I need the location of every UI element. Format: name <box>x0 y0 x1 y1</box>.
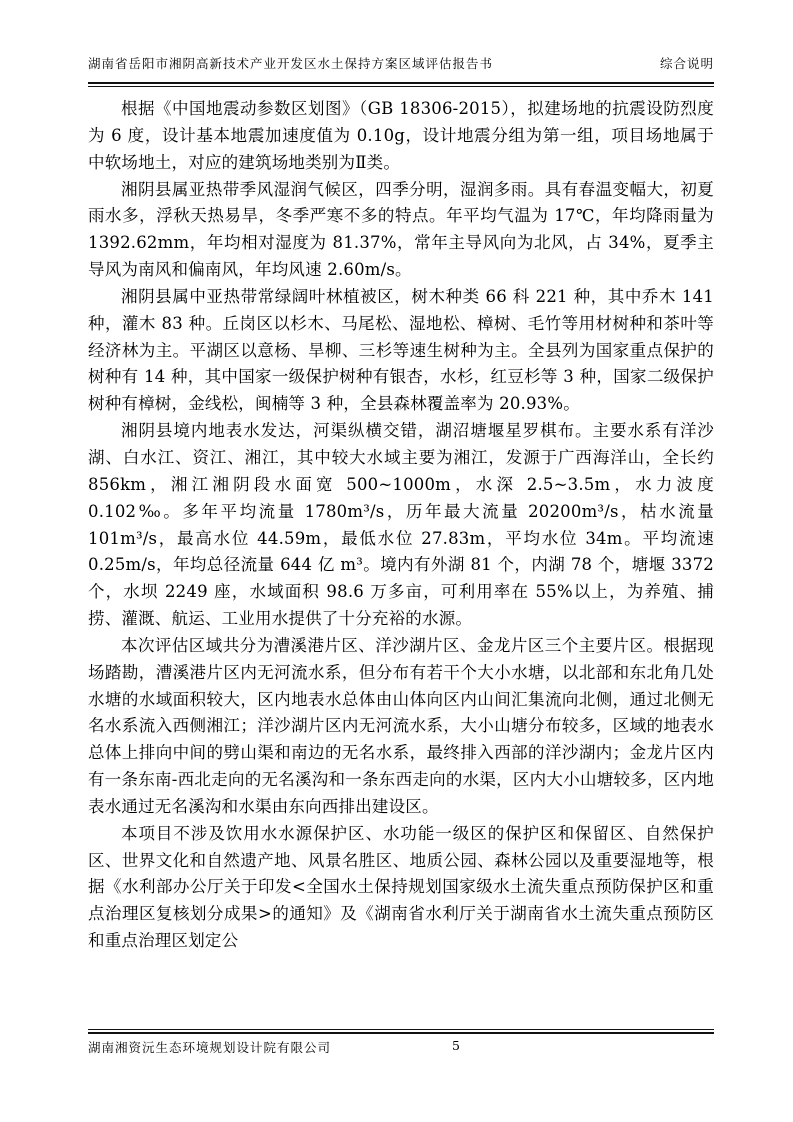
header-divider-line <box>88 82 714 87</box>
body-paragraph: 本项目不涉及饮用水水源保护区、水功能一级区的保护区和保留区、自然保护区、世界文化和自然遗产地、风景名胜区、地质公园、森林公园以及重要湿地等，根据《水利部办公厅关于印发<全国水土保持规划国家级水土流失重点预防保护区和重点治理区复核划分成果>的通知》及《湖南省水利厅关于湖南省水土流失重点预防区和重点治理区划定公 <box>88 823 714 951</box>
header-section-label: 综合说明 <box>659 56 714 71</box>
body-paragraph: 湘阴县属亚热带季风湿润气候区，四季分明，湿润多雨。具有春温变幅大，初夏雨水多，浮秋天热易旱，冬季严寒不多的特点。年平均气温为 17℃，年均降雨量为 1392.62mm，年均相对湿度为 81.37%，常年主导风向为北风，占 34%，夏季主导风为南风和偏南风，年均风速 2.60m/s。 <box>88 179 714 280</box>
page-header <box>88 54 714 72</box>
footer-page-number: 5 <box>452 1038 460 1053</box>
document-body <box>88 96 714 955</box>
footer-divider-line <box>88 1029 714 1034</box>
header-report-title: 湖南省岳阳市湘阴高新技术产业开发区水土保持方案区域评估报告书 <box>88 56 494 71</box>
body-paragraph: 根据《中国地震动参数区划图》（GB 18306-2015），拟建场地的抗震设防烈度为 6 度，设计基本地震加速度值为 0.10g，设计地震分组为第一组，项目场地属于中软场地土，对应的建筑场地类别为Ⅱ类。 <box>88 99 714 172</box>
body-paragraph: 湘阴县境内地表水发达，河渠纵横交错，湖沼塘堰星罗棋布。主要水系有洋沙湖、白水江、资江、湘江，其中较大水域主要为湘江，发源于广西海洋山，全长约 856km，湘江湘阴段水面宽 500~1000m，水深 2.5~3.5m，水力波度 0.102‰。多年平均流量 1780m³/s，历年最大流量 20200m³/s，枯水流量 101m³/s，最高水位 44.59m，最低水位 27.83m，平均水位 34m。平均流速 0.25m/s，年均总径流量 644 亿 m³。境内有外湖 81 个，内湖 78 个，塘堰 3372 个，水坝 2249 座，水域面积 98.6 万多亩，可利用率在 55%以上，为养殖、捕捞、灌溉、航运、工业用水提供了十分充裕的水源。 <box>88 421 714 629</box>
body-paragraph: 湘阴县属中亚热带常绿阔叶林植被区，树木种类 66 科 221 种，其中乔木 141 种，灌木 83 种。丘岗区以杉木、马尾松、湿地松、樟树、毛竹等用材树种和茶叶等经济林为主。平湖区以意杨、旱柳、三杉等速生树种为主。全县列为国家重点保护的树种有 14 种，其中国家一级保护树种有银杏，水杉，红豆杉等 3 种，国家二级保护树种有樟树，金线松，闽楠等 3 种，全县森林覆盖率为 20.93%。 <box>88 286 714 414</box>
body-paragraph: 本次评估区域共分为漕溪港片区、洋沙湖片区、金龙片区三个主要片区。根据现场踏勘，漕溪港片区内无河流水系，但分布有若干个大小水塘，以北部和东北角几处水塘的水域面积较大，区内地表水总体由山体向区内山间汇集流向北侧，通过北侧无名水系流入西侧湘江；洋沙湖片区内无河流水系，大小山塘分布较多，区域的地表水总体上排向中间的劈山渠和南边的无名水系，最终排入西部的洋沙湖内；金龙片区内有一条东南-西北走向的无名溪沟和一条东西走向的水渠，区内大小山塘较多，区内地表水通过无名溪沟和水渠由东向西排出建设区。 <box>88 635 714 816</box>
page-footer <box>88 1038 714 1060</box>
footer-company-name: 湖南湘资沅生态环境规划设计院有限公司 <box>88 1040 332 1055</box>
